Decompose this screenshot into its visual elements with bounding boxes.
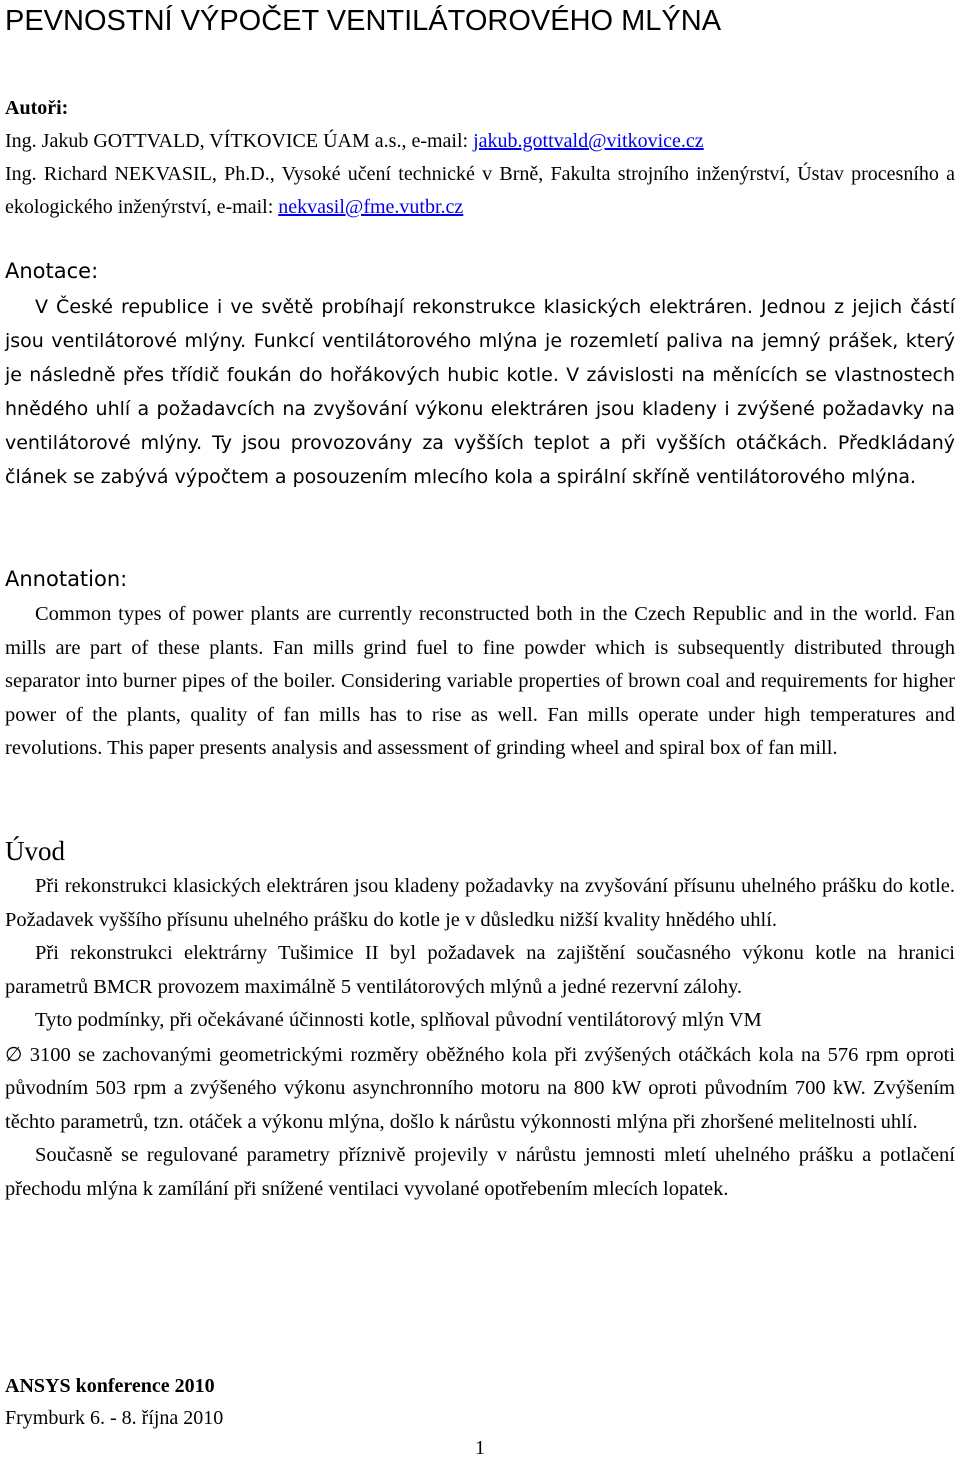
- author-1-text: Ing. Jakub GOTTVALD, VÍTKOVICE ÚAM a.s., e-mail:: [5, 130, 474, 152]
- annotation-body: Common types of power plants are currently reconstructed both in the Czech Republic and in the world. Fan mills are part of these plants. Fan mills grind fuel to fine powder which is subsequently distributed through separator into burner pipes of the boiler. Considering variable properties of brown coal and requirements for higher power of the plants, quality of fan mills has to rise as well. Fan mills operate under high temperatures and revolutions. This paper presents analysis and assessment of grinding wheel and spiral box of fan mill.: [5, 603, 955, 759]
- conference-place-date: Frymburk 6. - 8. října 2010: [5, 1407, 224, 1429]
- author-2-email-link[interactable]: nekvasil@fme.vutbr.cz: [278, 196, 464, 218]
- author-1-email-link[interactable]: jakub.gottvald@vitkovice.cz: [473, 130, 704, 152]
- anotace-text: [5, 290, 955, 494]
- uvod-body: [5, 870, 955, 1206]
- conference-name: ANSYS konference 2010: [5, 1375, 215, 1397]
- uvod-p3-start: Tyto podmínky, při očekávané účinnosti kotle, splňoval původní ventilátorový mlýn VM: [35, 1009, 762, 1031]
- annotation-text: [5, 598, 955, 766]
- uvod-paragraph-2: Při rekonstrukci elektrárny Tušimice II byl požadavek na zajištění současného výkonu kotle na hranici parametrů BMCR provozem maximálně 5 ventilátorových mlýnů a jedné rezervní zálohy.: [5, 942, 955, 998]
- uvod-heading: Úvod: [5, 836, 65, 866]
- uvod-paragraph-3: [5, 1004, 955, 1139]
- author-1: [5, 125, 955, 158]
- author-2: [5, 158, 955, 224]
- anotace-body: V České republice i ve světě probíhají rekonstrukce klasických elektráren. Jednou z jejich částí jsou ventilátorové mlýny. Funkcí ventilátorového mlýna je rozemletí paliva na jemný prášek, který je následně přes třídič foukán do hořákových hubic kotle. V závislosti na měnících se vlastnostech hnědého uhlí a požadavcích na zvyšování výkonu elektráren jsou kladeny i zvýšené požadavky na ventilátorové mlýny. Ty jsou provozovány za vyšších teplot a při vyšších otáčkách. Předkládaný článek se zabývá výpočtem a posouzením mlecího kola a spirální skříně ventilátorového mlýna.: [5, 296, 955, 488]
- authors-block: [5, 92, 955, 224]
- diameter-symbol: ∅: [5, 1041, 23, 1066]
- authors-label: Autoři:: [5, 97, 69, 119]
- anotace-heading: Anotace:: [5, 259, 99, 283]
- paper-title: PEVNOSTNÍ VÝPOČET VENTILÁTOROVÉHO MLÝNA: [5, 5, 722, 37]
- author-2-text: Ing. Richard NEKVASIL, Ph.D., Vysoké učení technické v Brně, Fakulta strojního inženýrství, Ústav procesního a ekologického inženýrství, e-mail:: [5, 163, 955, 218]
- uvod-paragraph-4: Současně se regulované parametry příznivě projevily v nárůstu jemnosti mletí uhelného prášku a potlačení přechodu mlýna k zamílání při snížené ventilaci vyvolané opotřebením mlecích lopatek.: [5, 1144, 955, 1200]
- annotation-heading: Annotation:: [5, 567, 128, 591]
- uvod-p3-rest: 3100 se zachovanými geometrickými rozměry oběžného kola při zvýšených otáčkách kola na 576 rpm oproti původním 503 rpm a zvýšeného výkonu asynchronního motoru na 800 kW oproti původním 700 kW. Zvýšením těchto parametrů, tzn. otáček a výkonu mlýna, došlo k nárůstu výkonnosti mlýna při zhoršené melitelnosti uhlí.: [5, 1043, 955, 1133]
- uvod-paragraph-1: Při rekonstrukci klasických elektráren jsou kladeny požadavky na zvyšování přísunu uhelného prášku do kotle. Požadavek vyššího přísunu uhelného prášku do kotle je v důsledku nižší kvality hnědého uhlí.: [5, 875, 955, 931]
- page-number: 1: [475, 1437, 485, 1459]
